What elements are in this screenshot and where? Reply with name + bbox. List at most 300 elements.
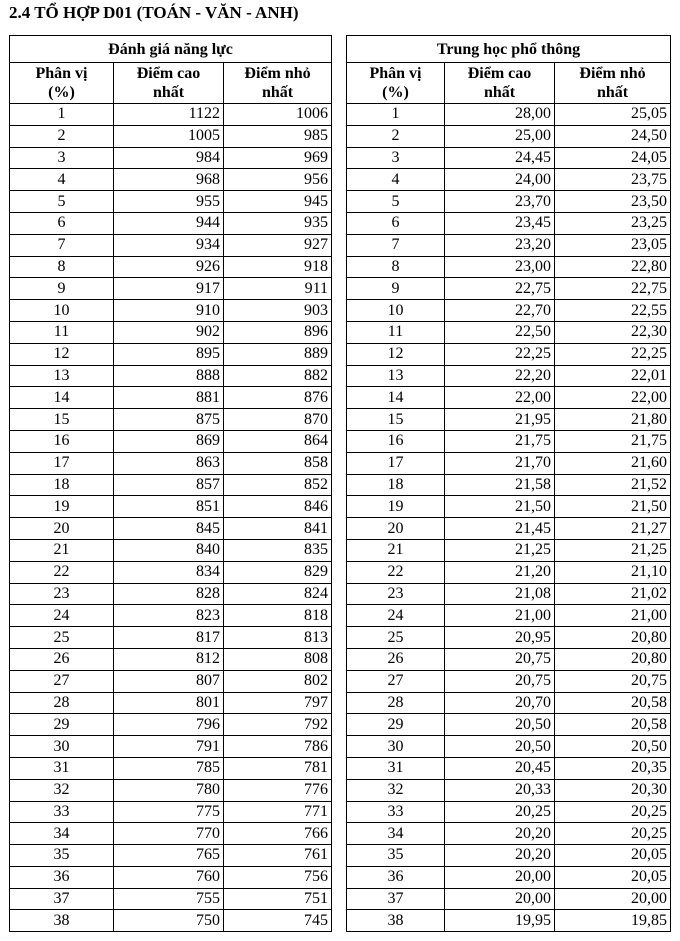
percentile-cell: 13 [347,365,445,387]
min-score-cell: 945 [224,191,332,213]
table-row [347,670,671,692]
table-row [347,191,671,213]
table-row [10,212,332,234]
min-score-cell: 20,35 [555,757,671,779]
table-row [10,539,332,561]
percentile-cell: 36 [347,866,445,888]
table-row [10,104,332,126]
min-score-cell: 22,00 [555,387,671,409]
percentile-cell: 26 [347,648,445,670]
percentile-cell: 1 [347,104,445,126]
max-score-cell: 25,00 [445,125,555,147]
max-score-cell: 20,20 [445,845,555,867]
min-score-cell: 808 [224,648,332,670]
table-row [10,518,332,540]
min-score-cell: 21,27 [555,518,671,540]
percentile-cell: 15 [347,409,445,431]
min-score-cell: 22,25 [555,343,671,365]
percentile-cell: 11 [347,321,445,343]
min-score-cell: 956 [224,169,332,191]
max-score-cell: 20,25 [445,801,555,823]
min-score-cell: 23,25 [555,212,671,234]
min-score-cell: 745 [224,910,332,932]
min-score-cell: 21,25 [555,539,671,561]
table-row [347,561,671,583]
min-score-cell: 20,75 [555,670,671,692]
left-column-headers [10,63,332,104]
min-score-cell: 21,75 [555,430,671,452]
max-score-cell: 20,75 [445,648,555,670]
percentile-cell: 23 [347,583,445,605]
table-row [347,321,671,343]
percentile-cell: 27 [10,670,114,692]
left-col-1: Điểm cao nhất [136,65,201,101]
min-score-cell: 776 [224,779,332,801]
percentile-cell: 29 [10,714,114,736]
min-score-cell: 896 [224,321,332,343]
col-header-percentile [10,63,114,104]
percentile-cell: 16 [347,430,445,452]
max-score-cell: 750 [114,910,224,932]
table-row [10,845,332,867]
max-score-cell: 875 [114,409,224,431]
max-score-cell: 895 [114,343,224,365]
max-score-cell: 955 [114,191,224,213]
max-score-cell: 910 [114,300,224,322]
max-score-cell: 780 [114,779,224,801]
percentile-cell: 18 [10,474,114,496]
percentile-cell: 31 [10,757,114,779]
max-score-cell: 869 [114,430,224,452]
table-row [10,430,332,452]
min-score-cell: 841 [224,518,332,540]
min-score-cell: 846 [224,496,332,518]
max-score-cell: 19,95 [445,910,555,932]
percentile-cell: 27 [347,670,445,692]
percentile-cell: 3 [10,147,114,169]
table-row [347,605,671,627]
max-score-cell: 21,25 [445,539,555,561]
right-table-body [347,104,671,932]
min-score-cell: 935 [224,212,332,234]
min-score-cell: 23,50 [555,191,671,213]
percentile-cell: 14 [10,387,114,409]
percentile-cell: 4 [347,169,445,191]
percentile-cell: 28 [347,692,445,714]
percentile-cell: 31 [347,757,445,779]
min-score-cell: 766 [224,823,332,845]
table-row [10,409,332,431]
min-score-cell: 802 [224,670,332,692]
max-score-cell: 845 [114,518,224,540]
right-col-0: Phân vị (%) [369,65,422,101]
percentile-cell: 30 [10,736,114,758]
max-score-cell: 20,20 [445,823,555,845]
max-score-cell: 823 [114,605,224,627]
min-score-cell: 918 [224,256,332,278]
min-score-cell: 813 [224,627,332,649]
col-header-max [445,63,555,104]
min-score-cell: 835 [224,539,332,561]
table-row [347,387,671,409]
col-header-percentile [347,63,445,104]
table-row [10,452,332,474]
min-score-cell: 21,60 [555,452,671,474]
table-row [347,278,671,300]
table-row [10,583,332,605]
min-score-cell: 911 [224,278,332,300]
table-row [10,147,332,169]
table-row [347,212,671,234]
table-row [10,278,332,300]
max-score-cell: 801 [114,692,224,714]
max-score-cell: 926 [114,256,224,278]
percentile-cell: 21 [347,539,445,561]
max-score-cell: 812 [114,648,224,670]
table-row [347,583,671,605]
max-score-cell: 21,00 [445,605,555,627]
percentile-cell: 14 [347,387,445,409]
left-score-table [9,35,332,932]
percentile-cell: 19 [347,496,445,518]
max-score-cell: 21,50 [445,496,555,518]
min-score-cell: 786 [224,736,332,758]
table-row [10,561,332,583]
percentile-cell: 15 [10,409,114,431]
max-score-cell: 984 [114,147,224,169]
table-row [347,234,671,256]
max-score-cell: 775 [114,801,224,823]
percentile-cell: 10 [347,300,445,322]
max-score-cell: 828 [114,583,224,605]
table-row [10,866,332,888]
table-row [347,169,671,191]
min-score-cell: 21,02 [555,583,671,605]
percentile-cell: 33 [347,801,445,823]
min-score-cell: 22,75 [555,278,671,300]
percentile-cell: 25 [10,627,114,649]
min-score-cell: 20,00 [555,888,671,910]
table-row [347,627,671,649]
table-row [347,539,671,561]
max-score-cell: 23,20 [445,234,555,256]
percentile-cell: 5 [347,191,445,213]
min-score-cell: 870 [224,409,332,431]
max-score-cell: 840 [114,539,224,561]
max-score-cell: 934 [114,234,224,256]
percentile-cell: 28 [10,692,114,714]
max-score-cell: 23,45 [445,212,555,234]
table-row [347,496,671,518]
table-row [347,648,671,670]
min-score-cell: 22,30 [555,321,671,343]
min-score-cell: 20,80 [555,627,671,649]
min-score-cell: 985 [224,125,332,147]
percentile-cell: 17 [347,452,445,474]
max-score-cell: 22,20 [445,365,555,387]
min-score-cell: 20,58 [555,692,671,714]
right-column-headers [347,63,671,104]
percentile-cell: 37 [10,888,114,910]
max-score-cell: 24,45 [445,147,555,169]
table-row [347,452,671,474]
percentile-cell: 1 [10,104,114,126]
min-score-cell: 876 [224,387,332,409]
max-score-cell: 21,70 [445,452,555,474]
min-score-cell: 20,25 [555,823,671,845]
percentile-cell: 38 [347,910,445,932]
table-row [347,256,671,278]
table-row [347,125,671,147]
col-header-min [555,63,671,104]
percentile-cell: 6 [10,212,114,234]
percentile-cell: 8 [347,256,445,278]
table-row [10,343,332,365]
min-score-cell: 771 [224,801,332,823]
percentile-cell: 13 [10,365,114,387]
table-row [347,518,671,540]
right-col-1: Điểm cao nhất [467,65,532,101]
max-score-cell: 21,58 [445,474,555,496]
min-score-cell: 20,50 [555,736,671,758]
max-score-cell: 23,70 [445,191,555,213]
table-row [10,648,332,670]
max-score-cell: 20,45 [445,757,555,779]
percentile-cell: 32 [10,779,114,801]
min-score-cell: 882 [224,365,332,387]
left-group-header: Đánh giá năng lực [10,36,332,63]
table-row [10,801,332,823]
table-row [347,430,671,452]
max-score-cell: 917 [114,278,224,300]
table-row [347,343,671,365]
min-score-cell: 19,85 [555,910,671,932]
table-row [347,801,671,823]
left-table-body [10,104,332,932]
max-score-cell: 834 [114,561,224,583]
percentile-cell: 25 [347,627,445,649]
max-score-cell: 944 [114,212,224,234]
table-row [10,823,332,845]
table-row [347,910,671,932]
table-row [10,627,332,649]
min-score-cell: 20,05 [555,866,671,888]
right-col-2: Điểm nhỏ nhất [579,65,646,101]
table-row [10,692,332,714]
min-score-cell: 781 [224,757,332,779]
min-score-cell: 858 [224,452,332,474]
max-score-cell: 24,00 [445,169,555,191]
max-score-cell: 28,00 [445,104,555,126]
max-score-cell: 807 [114,670,224,692]
min-score-cell: 22,55 [555,300,671,322]
table-row [347,474,671,496]
percentile-cell: 5 [10,191,114,213]
max-score-cell: 765 [114,845,224,867]
percentile-cell: 6 [347,212,445,234]
max-score-cell: 785 [114,757,224,779]
max-score-cell: 20,95 [445,627,555,649]
max-score-cell: 22,75 [445,278,555,300]
percentile-cell: 8 [10,256,114,278]
min-score-cell: 21,52 [555,474,671,496]
table-row [347,757,671,779]
max-score-cell: 20,33 [445,779,555,801]
min-score-cell: 969 [224,147,332,169]
table-row [10,234,332,256]
table-row [10,779,332,801]
percentile-cell: 33 [10,801,114,823]
table-row [10,191,332,213]
max-score-cell: 968 [114,169,224,191]
section-title: 2.4 TỔ HỢP D01 (TOÁN - VĂN - ANH) [9,3,299,22]
percentile-cell: 7 [10,234,114,256]
min-score-cell: 22,80 [555,256,671,278]
percentile-cell: 21 [10,539,114,561]
max-score-cell: 22,70 [445,300,555,322]
max-score-cell: 755 [114,888,224,910]
percentile-cell: 17 [10,452,114,474]
percentile-cell: 12 [10,343,114,365]
percentile-cell: 20 [347,518,445,540]
table-row [347,409,671,431]
left-col-0: Phân vị (%) [35,65,88,101]
table-row [10,670,332,692]
percentile-cell: 38 [10,910,114,932]
percentile-cell: 7 [347,234,445,256]
table-row [347,714,671,736]
percentile-cell: 22 [347,561,445,583]
table-row [10,888,332,910]
max-score-cell: 888 [114,365,224,387]
min-score-cell: 21,10 [555,561,671,583]
table-row [10,736,332,758]
min-score-cell: 797 [224,692,332,714]
min-score-cell: 20,80 [555,648,671,670]
max-score-cell: 21,20 [445,561,555,583]
table-row [347,365,671,387]
table-row [347,104,671,126]
percentile-cell: 24 [347,605,445,627]
table-row [347,736,671,758]
max-score-cell: 770 [114,823,224,845]
table-row [347,779,671,801]
max-score-cell: 20,70 [445,692,555,714]
table-row [347,692,671,714]
percentile-cell: 9 [347,278,445,300]
table-row [10,256,332,278]
min-score-cell: 22,01 [555,365,671,387]
table-row [10,757,332,779]
table-row [10,365,332,387]
max-score-cell: 881 [114,387,224,409]
right-score-table [346,35,671,932]
percentile-cell: 23 [10,583,114,605]
right-group-header: Trung học phổ thông [347,36,671,63]
min-score-cell: 24,05 [555,147,671,169]
table-row [347,300,671,322]
table-row [10,300,332,322]
max-score-cell: 760 [114,866,224,888]
percentile-cell: 11 [10,321,114,343]
percentile-cell: 20 [10,518,114,540]
percentile-cell: 32 [347,779,445,801]
max-score-cell: 817 [114,627,224,649]
min-score-cell: 818 [224,605,332,627]
min-score-cell: 20,05 [555,845,671,867]
max-score-cell: 791 [114,736,224,758]
percentile-cell: 34 [10,823,114,845]
max-score-cell: 23,00 [445,256,555,278]
table-row [10,387,332,409]
min-score-cell: 761 [224,845,332,867]
percentile-cell: 18 [347,474,445,496]
table-row [10,169,332,191]
percentile-cell: 35 [347,845,445,867]
percentile-cell: 12 [347,343,445,365]
max-score-cell: 902 [114,321,224,343]
min-score-cell: 852 [224,474,332,496]
table-row [347,866,671,888]
max-score-cell: 20,75 [445,670,555,692]
min-score-cell: 903 [224,300,332,322]
min-score-cell: 927 [224,234,332,256]
percentile-cell: 10 [10,300,114,322]
min-score-cell: 756 [224,866,332,888]
max-score-cell: 22,50 [445,321,555,343]
min-score-cell: 21,80 [555,409,671,431]
max-score-cell: 21,45 [445,518,555,540]
percentile-cell: 22 [10,561,114,583]
col-header-min [224,63,332,104]
min-score-cell: 20,25 [555,801,671,823]
min-score-cell: 864 [224,430,332,452]
min-score-cell: 23,05 [555,234,671,256]
percentile-cell: 36 [10,866,114,888]
percentile-cell: 34 [347,823,445,845]
percentile-cell: 30 [347,736,445,758]
max-score-cell: 21,08 [445,583,555,605]
min-score-cell: 20,30 [555,779,671,801]
max-score-cell: 22,00 [445,387,555,409]
percentile-cell: 35 [10,845,114,867]
min-score-cell: 21,50 [555,496,671,518]
percentile-cell: 26 [10,648,114,670]
table-row [10,496,332,518]
min-score-cell: 824 [224,583,332,605]
max-score-cell: 863 [114,452,224,474]
table-row [10,910,332,932]
max-score-cell: 21,75 [445,430,555,452]
min-score-cell: 1006 [224,104,332,126]
max-score-cell: 1122 [114,104,224,126]
max-score-cell: 796 [114,714,224,736]
max-score-cell: 20,50 [445,736,555,758]
table-row [347,147,671,169]
percentile-cell: 4 [10,169,114,191]
min-score-cell: 792 [224,714,332,736]
max-score-cell: 20,00 [445,888,555,910]
percentile-cell: 37 [347,888,445,910]
col-header-max [114,63,224,104]
max-score-cell: 851 [114,496,224,518]
max-score-cell: 21,95 [445,409,555,431]
max-score-cell: 1005 [114,125,224,147]
min-score-cell: 21,00 [555,605,671,627]
table-row [10,714,332,736]
max-score-cell: 857 [114,474,224,496]
left-col-2: Điểm nhỏ nhất [244,65,311,101]
